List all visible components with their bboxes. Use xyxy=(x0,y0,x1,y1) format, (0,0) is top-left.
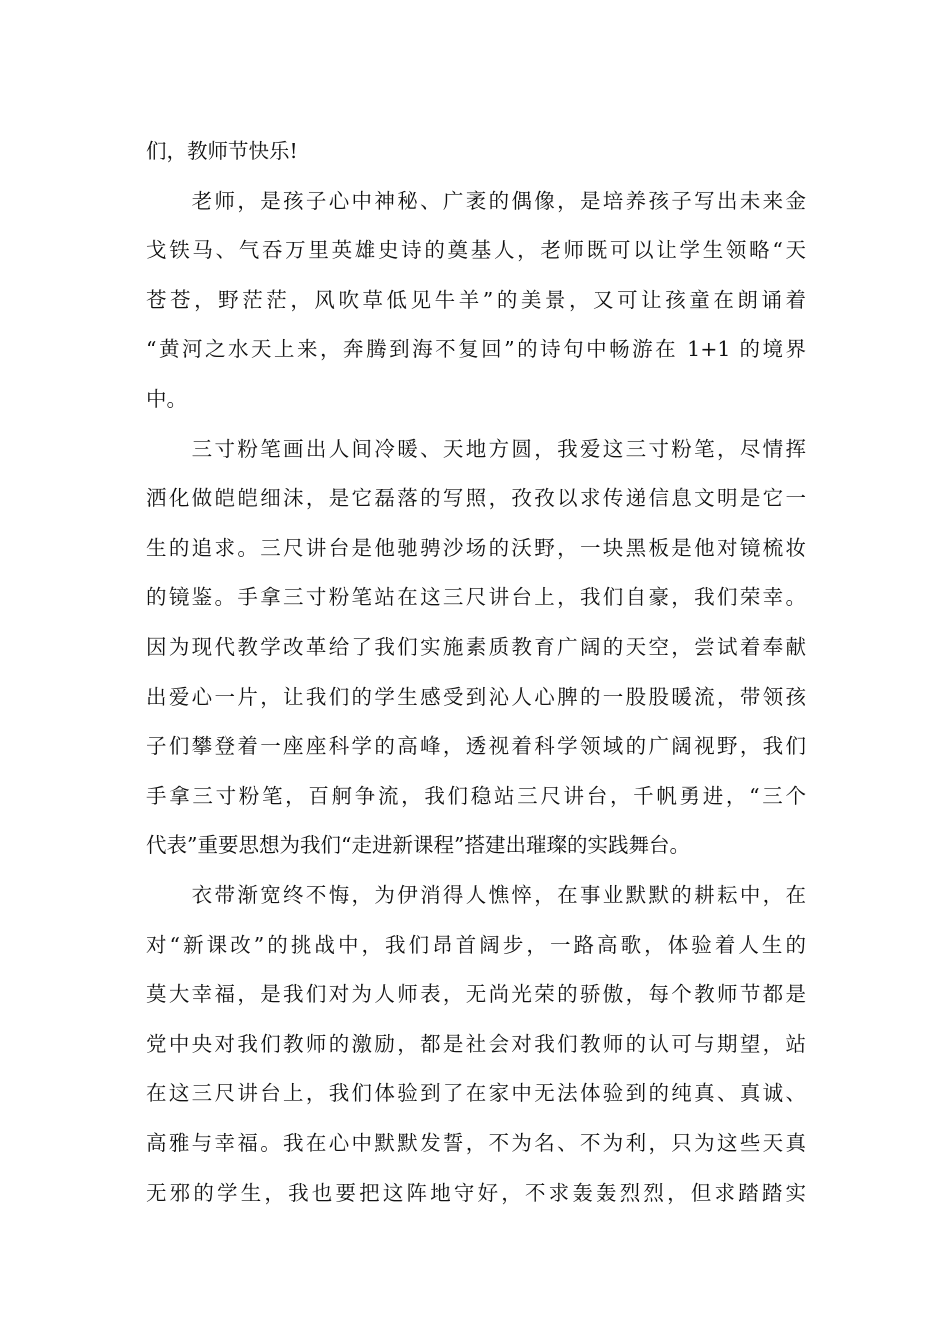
text-line: 因为现代教学改革给了我们实施素质教育广阔的天空，尝试着奉献 xyxy=(146,635,806,659)
text-line: 对“新课改”的挑战中，我们昂首阔步，一路高歌，体验着人生的 xyxy=(146,932,806,957)
text-line: 衣带渐宽终不悔，为伊消得人憔悴，在事业默默的耕耘中，在 xyxy=(146,883,806,907)
text-line: 子们攀登着一座座科学的高峰，透视着科学领域的广阔视野，我们 xyxy=(146,734,806,759)
text-line: 出爱心一片，让我们的学生感受到沁人心脾的一股股暖流，带领孩 xyxy=(146,684,806,709)
text-line: “黄河之水天上来，奔腾到海不复回”的诗句中畅游在 1+1 的境界 xyxy=(146,337,806,362)
text-line: 生的追求。三尺讲台是他驰骋沙场的沃野，一块黑板是他对镜梳妆 xyxy=(146,535,806,560)
text-line: 莫大幸福，是我们对为人师表，无尚光荣的骄傲，每个教师节都是 xyxy=(146,982,806,1007)
text-line: 手拿三寸粉笔，百舸争流，我们稳站三尺讲台，千帆勇进，“三个 xyxy=(146,783,806,808)
text-line: 们，教师节快乐! xyxy=(146,139,298,163)
text-line: 无邪的学生，我也要把这阵地守好，不求轰轰烈烈，但求踏踏实 xyxy=(146,1180,806,1205)
text-line: 洒化做皑皑细沫，是它磊落的写照，孜孜以求传递信息文明是它一 xyxy=(146,486,806,511)
text-line: 高雅与幸福。我在心中默默发誓，不为名、不为利，只为这些天真 xyxy=(146,1131,806,1155)
text-line: 三寸粉笔画出人间冷暖、天地方圆，我爱这三寸粉笔，尽情挥 xyxy=(146,436,806,461)
text-line: 党中央对我们教师的激励，都是社会对我们教师的认可与期望，站 xyxy=(146,1031,806,1056)
text-line: 老师，是孩子心中神秘、广袤的偶像，是培养孩子写出未来金 xyxy=(146,188,806,213)
text-line: 的镜鉴。手拿三寸粉笔站在这三尺讲台上，我们自豪，我们荣幸。 xyxy=(146,585,806,610)
text-line: 在这三尺讲台上，我们体验到了在家中无法体验到的纯真、真诚、 xyxy=(146,1081,806,1106)
text-line: 苍苍，野茫茫，风吹草低见牛羊”的美景，又可让孩童在朗诵着 xyxy=(146,287,806,312)
text-line: 戈铁马、气吞万里英雄史诗的奠基人，老师既可以让学生领略“天 xyxy=(146,238,806,263)
text-line: 中。 xyxy=(146,387,187,411)
text-line: 代表”重要思想为我们“走进新课程”搭建出璀璨的实践舞台。 xyxy=(146,833,690,858)
